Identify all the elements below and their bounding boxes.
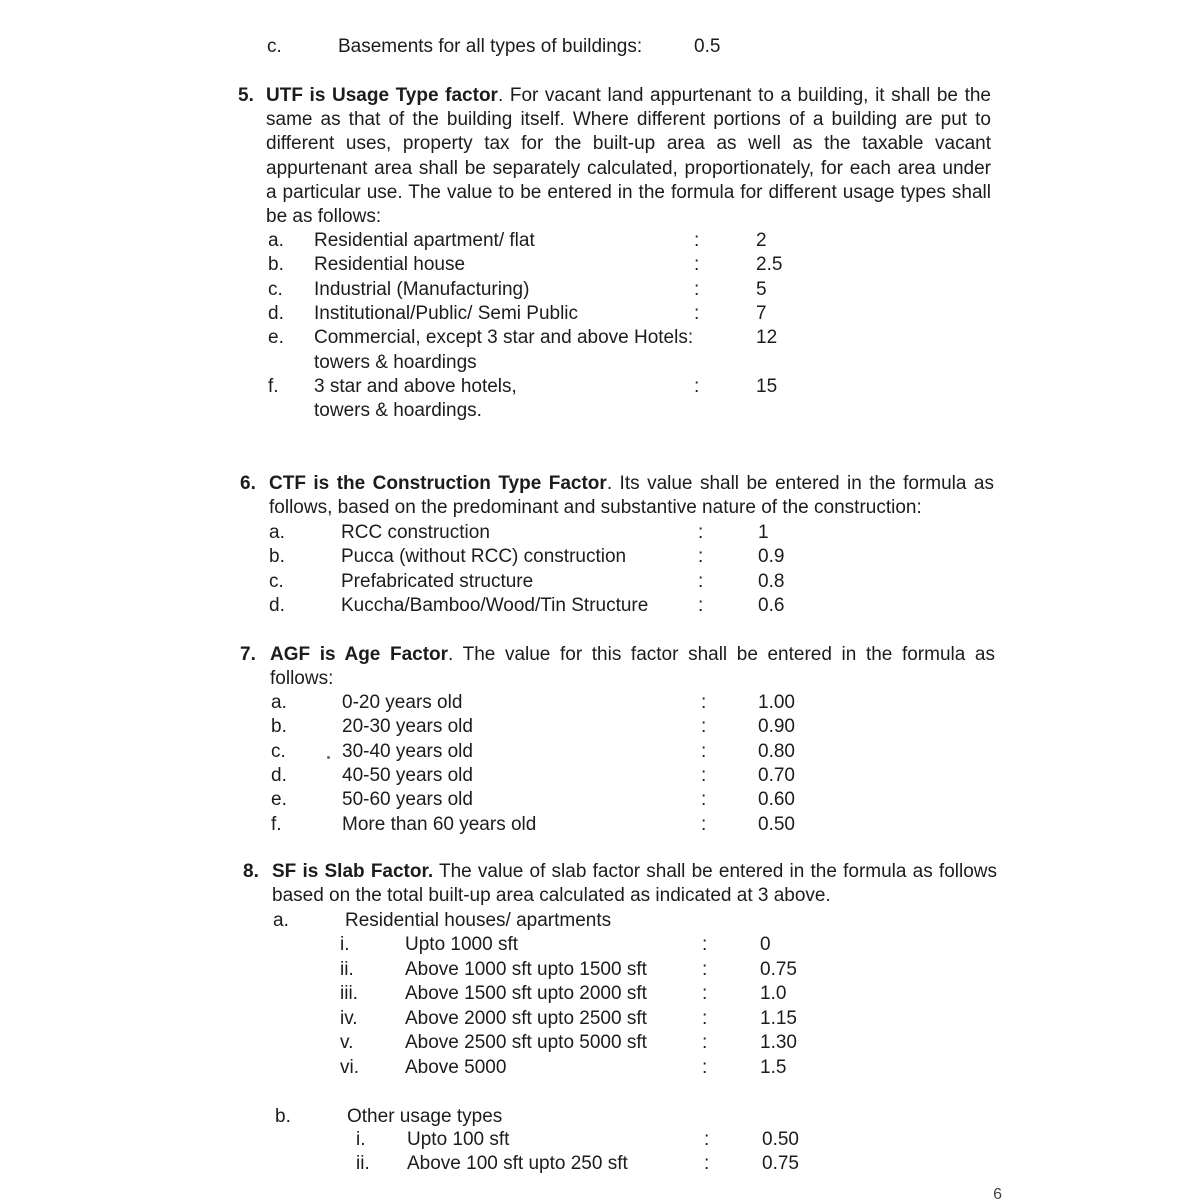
list-item	[0, 764, 1200, 788]
basements-item	[0, 35, 1200, 59]
item-marker: b.	[268, 254, 284, 276]
item-label-continued: towers & hoardings.	[314, 400, 482, 422]
slab-group-b-header	[0, 1105, 1200, 1129]
item-value: 0.50	[762, 1129, 799, 1150]
item-colon: :	[704, 1129, 710, 1150]
item-marker: i.	[356, 1129, 366, 1150]
section-8-number: 8.	[243, 861, 259, 882]
item-marker: e.	[271, 789, 287, 811]
item-marker: c.	[269, 570, 284, 592]
list-item	[0, 1128, 1200, 1152]
item-value: 0.60	[758, 789, 795, 811]
item-label: Industrial (Manufacturing)	[314, 278, 530, 300]
section-7-heading: AGF is Age Factor	[270, 644, 449, 665]
page-number: 6	[993, 1186, 1002, 1203]
section-5-heading: UTF is Usage Type factor	[266, 85, 498, 106]
item-colon: :	[698, 546, 704, 568]
item-value: 0.75	[760, 958, 797, 980]
list-item	[0, 521, 1200, 545]
item-label: Above 1500 sft upto 2000 sft	[405, 983, 647, 1004]
item-value: 0.70	[758, 764, 795, 786]
item-label: 0-20 years old	[342, 692, 463, 713]
item-label: 50-60 years old	[342, 789, 473, 811]
section-8-heading: SF is Slab Factor.	[272, 861, 434, 882]
item-marker: a.	[268, 230, 284, 251]
item-label: 30-40 years old	[342, 740, 473, 762]
item-value: 0.50	[758, 813, 795, 835]
list-item	[0, 594, 1200, 618]
section-5-number: 5.	[238, 85, 254, 106]
item-colon: :	[701, 764, 707, 786]
group-letter: b.	[275, 1106, 291, 1127]
item-value: 1.30	[760, 1032, 797, 1053]
item-colon: :	[702, 958, 708, 980]
item-marker: iv.	[340, 1007, 358, 1029]
section-6-heading: CTF is the Construction Type Factor	[269, 473, 607, 494]
item-label: More than 60 years old	[342, 813, 537, 835]
list-item	[0, 1056, 1200, 1080]
item-value: 2	[756, 230, 767, 251]
item-marker: a.	[271, 692, 287, 713]
list-item	[0, 788, 1200, 812]
item-label: 20-30 years old	[342, 716, 473, 738]
item-label: Above 2500 sft upto 5000 sft	[405, 1032, 647, 1053]
item-colon: :	[701, 692, 707, 713]
item-marker: iii.	[340, 983, 358, 1004]
item-colon: :	[701, 789, 707, 811]
item-marker: c.	[268, 278, 283, 300]
item-colon: :	[701, 813, 707, 835]
item-label: Prefabricated structure	[341, 570, 534, 592]
item-colon: :	[702, 1007, 708, 1029]
list-item	[0, 1007, 1200, 1031]
list-item	[0, 545, 1200, 569]
list-item	[0, 813, 1200, 837]
item-value: 0	[760, 934, 771, 955]
item-marker: e.	[268, 327, 284, 349]
section-6-number: 6.	[240, 473, 256, 494]
item-marker: ii.	[356, 1153, 370, 1175]
list-item	[0, 278, 1200, 302]
item-label: Upto 1000 sft	[405, 934, 519, 955]
item-label: Commercial, except 3 star and above Hotels:	[314, 327, 694, 349]
list-item	[0, 1031, 1200, 1055]
item-marker: ii.	[340, 958, 354, 980]
item-colon: :	[704, 1153, 710, 1175]
item-value: 0.75	[762, 1153, 799, 1175]
item-marker: b.	[271, 716, 287, 738]
section-5-intro: UTF is Usage Type factor. For vacant land appurtenant to a building, it shall be the same as that of the building itself. Where different portions of a building are put to different uses, property tax for the built-up area as well as the taxable vacant appurtenant area shall be separately calculated, proportionately, for each area under a particular use. The value to be entered in the formula for different usage types shall be as follows:	[266, 85, 991, 228]
list-item	[0, 715, 1200, 739]
group-letter: a.	[273, 910, 289, 931]
item-marker: c.	[271, 740, 286, 762]
list-item	[0, 933, 1200, 957]
item-colon: :	[701, 716, 707, 738]
list-item	[0, 302, 1200, 326]
item-label: 40-50 years old	[342, 764, 473, 786]
item-label: Above 5000	[405, 1056, 507, 1078]
section-8-intro: SF is Slab Factor. The value of slab factor shall be entered in the formula as follows based on the total built-up area calculated as indicated at 3 above.	[272, 861, 997, 907]
section-7-number: 7.	[240, 644, 256, 665]
item-colon: :	[702, 1032, 708, 1053]
item-marker: a.	[269, 522, 285, 543]
list-item	[0, 229, 1200, 253]
section-7-intro: AGF is Age Factor. The value for this factor shall be entered in the formula as follows:	[270, 644, 995, 690]
item-label: Kuccha/Bamboo/Wood/Tin Structure	[341, 594, 649, 616]
item-value: 0.5	[694, 36, 721, 57]
list-item	[0, 326, 1200, 350]
item-marker: f.	[271, 813, 282, 835]
item-value: 0.80	[758, 740, 795, 762]
list-item	[0, 375, 1200, 399]
item-value: 5	[756, 278, 767, 300]
list-item	[0, 691, 1200, 715]
list-item	[0, 982, 1200, 1006]
item-marker: d.	[268, 302, 284, 324]
item-marker: f.	[268, 375, 279, 397]
item-colon: :	[698, 594, 704, 616]
scan-speck	[327, 756, 330, 759]
item-colon: :	[698, 522, 704, 543]
item-marker: v.	[340, 1032, 354, 1053]
item-colon: :	[694, 278, 700, 300]
item-colon: :	[694, 230, 700, 251]
item-marker: d.	[269, 594, 285, 616]
group-title: Other usage types	[347, 1106, 503, 1127]
item-value: 1	[758, 522, 769, 543]
item-label: RCC construction	[341, 522, 490, 543]
list-item	[0, 253, 1200, 277]
item-label: Pucca (without RCC) construction	[341, 546, 627, 568]
item-label: Upto 100 sft	[407, 1129, 510, 1150]
list-item-continuation	[0, 351, 1200, 375]
item-colon: :	[694, 254, 700, 276]
item-colon: :	[694, 302, 700, 324]
item-marker: vi.	[340, 1056, 359, 1078]
item-value: 1.00	[758, 692, 795, 713]
item-value: 12	[756, 327, 778, 349]
item-colon: :	[702, 934, 708, 955]
item-label: Basements for all types of buildings:	[338, 36, 643, 57]
item-value: 1.15	[760, 1007, 797, 1029]
item-colon: :	[702, 983, 708, 1004]
item-label: Above 100 sft upto 250 sft	[407, 1153, 628, 1175]
list-item-continuation	[0, 399, 1200, 423]
item-label: 3 star and above hotels,	[314, 375, 517, 397]
item-marker: d.	[271, 764, 287, 786]
group-title: Residential houses/ apartments	[345, 910, 612, 931]
item-marker: b.	[269, 546, 285, 568]
section-6-intro: CTF is the Construction Type Factor. Its value shall be entered in the formula as follows, based on the predominant and substantive nature of the construction:	[269, 473, 995, 519]
item-value: 7	[756, 302, 767, 324]
list-item	[0, 740, 1200, 764]
item-label-continued: towers & hoardings	[314, 351, 477, 373]
item-value: 1.0	[760, 983, 787, 1004]
item-colon: :	[694, 375, 700, 397]
item-label: Above 2000 sft upto 2500 sft	[405, 1007, 647, 1029]
item-colon: :	[698, 570, 704, 592]
item-value: 0.90	[758, 716, 795, 738]
list-item	[0, 1152, 1200, 1176]
item-value: 15	[756, 375, 778, 397]
item-label: Residential apartment/ flat	[314, 230, 535, 251]
item-colon: :	[701, 740, 707, 762]
item-label: Residential house	[314, 254, 466, 276]
item-label: Institutional/Public/ Semi Public	[314, 302, 579, 324]
item-value: 1.5	[760, 1056, 787, 1078]
item-value: 0.9	[758, 546, 785, 568]
slab-group-a-header	[0, 909, 1200, 933]
item-value: 0.6	[758, 594, 785, 616]
list-item	[0, 570, 1200, 594]
item-value: 2.5	[756, 254, 783, 276]
item-value: 0.8	[758, 570, 785, 592]
item-colon: :	[702, 1056, 708, 1078]
item-marker: i.	[340, 934, 350, 955]
item-letter: c.	[267, 36, 282, 57]
list-item	[0, 958, 1200, 982]
item-label: Above 1000 sft upto 1500 sft	[405, 958, 647, 980]
